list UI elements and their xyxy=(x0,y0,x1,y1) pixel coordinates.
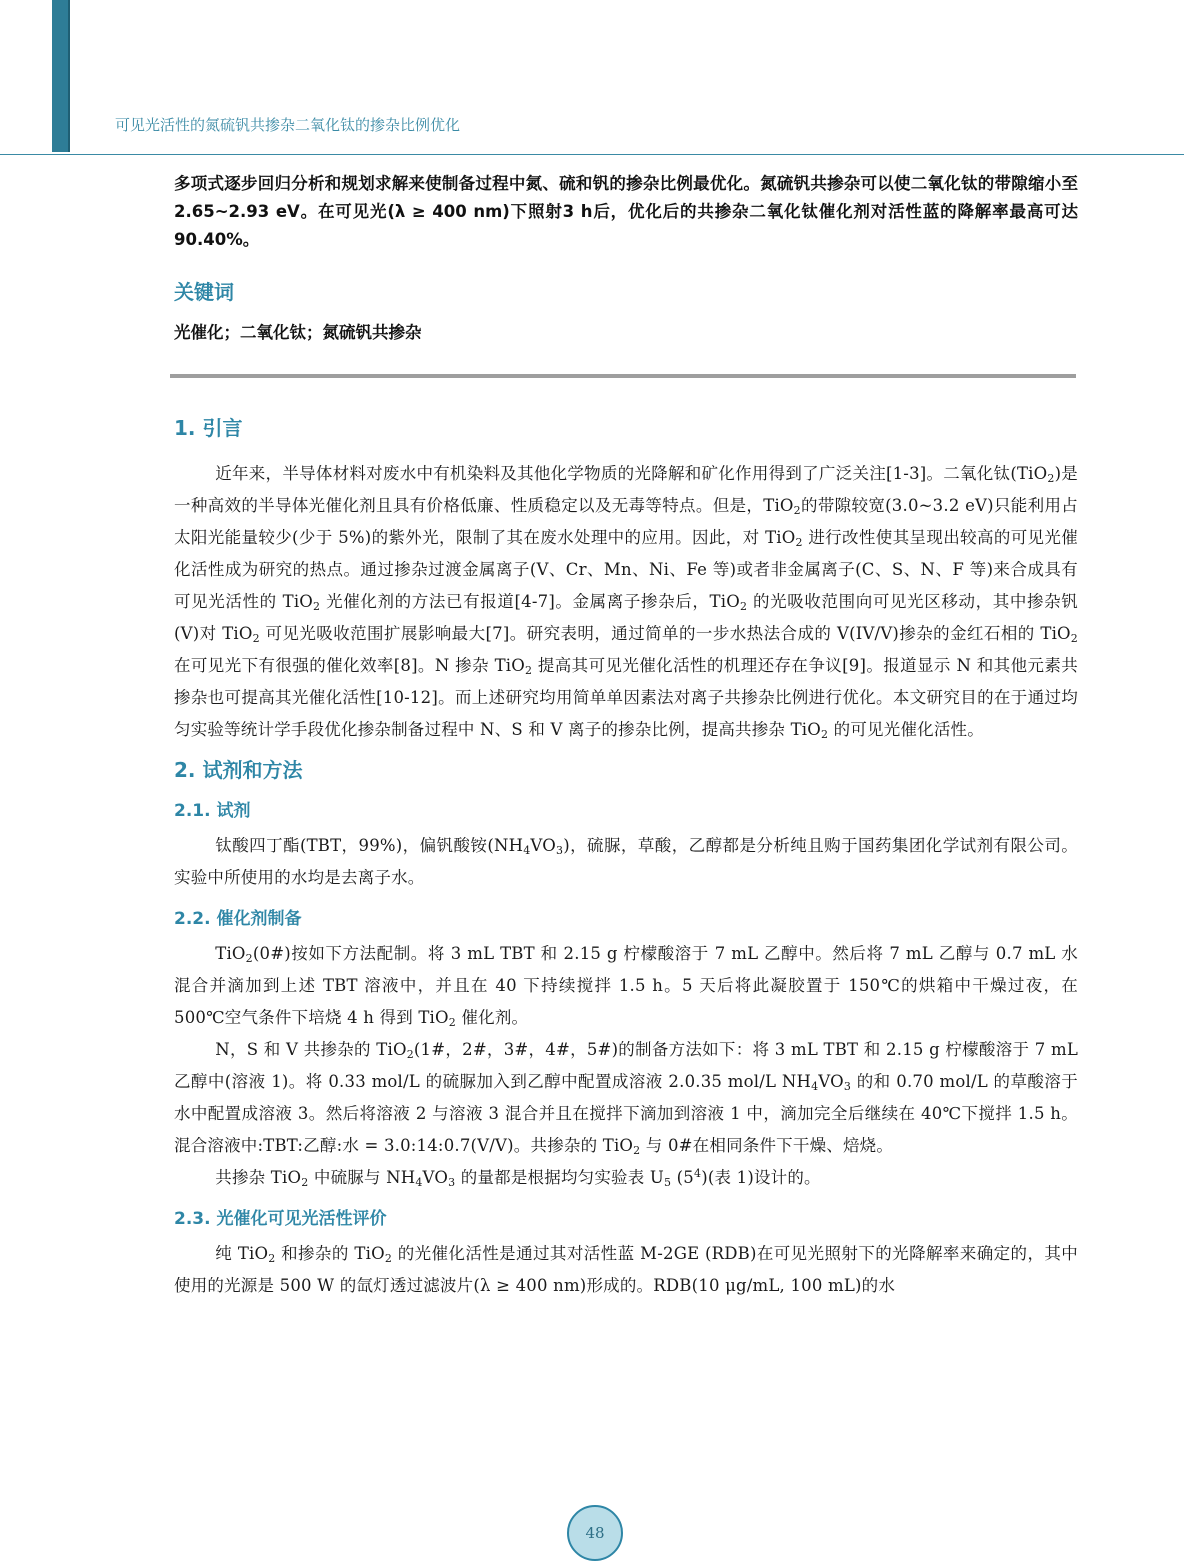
header-divider xyxy=(0,154,1184,155)
keywords-text: 光催化；二氧化钛；氮硫钒共掺杂 xyxy=(174,323,422,342)
running-title: 可见光活性的氮硫钒共掺杂二氧化钛的掺杂比例优化 xyxy=(115,116,461,134)
subsection-title-catalyst-prep: 2.2. 催化剂制备 xyxy=(174,909,302,929)
section-title-introduction: 1. 引言 xyxy=(174,416,243,440)
abstract-text: 多项式逐步回归分析和规划求解来使制备过程中氮、硫和钒的掺杂比例最优化。氮硫钒共掺杂可以使二氧化钛的带隙缩小至2.65~2.93 eV。在可见光(λ ≥ 400 nm)下照射3 h后，优化后的共掺杂二氧化钛催化剂对活性蓝的降解率最高可达90.40%。 xyxy=(174,174,1078,249)
activity-eval-paragraph: 纯 TiO$_2$ 和掺杂的 TiO$_2$ 的光催化活性是通过其对活性蓝 M-2GE (RDB)在可见光照射下的光降解率来确定的，其中使用的光源是 500 W 的氙灯透过滤波片(λ ≥ 400 nm)形成的。RDB(10 μg/mL, 100 mL)的水 xyxy=(174,1244,1078,1295)
reagents-paragraph: 钛酸四丁酯(TBT，99%)，偏钒酸铵$(NH_4VO_3)$，硫脲，草酸，乙醇都是分析纯且购于国药集团化学试剂有限公司。实验中所使用的水均是去离子水。 xyxy=(174,836,1078,887)
subsection-title-activity-eval: 2.3. 光催化可见光活性评价 xyxy=(174,1209,387,1229)
keywords-heading: 关键词 xyxy=(174,280,234,304)
page-content xyxy=(174,170,1078,1302)
catalyst-prep-paragraph-1: TiO$_2$(0#)按如下方法配制。将 3 mL TBT 和 2.15 g 柠檬酸溶于 7 mL 乙醇中。然后将 7 mL 乙醇与 0.7 mL 水混合并滴加到上述 TBT 溶液中，并且在 40 下持续搅拌 1.5 h。5 天后将此凝胶置于 150℃的烘箱中干燥过夜，在 500℃空气条件下培烧 4 h 得到 TiO$_2$ 催化剂。 xyxy=(174,944,1078,1029)
introduction-paragraph: 近年来，半导体材料对废水中有机染料及其他化学物质的光降解和矿化作用得到了广泛关注[1-3]。二氧化钛(TiO$_2$)是一种高效的半导体光催化剂且具有价格低廉、性质稳定以及无毒等特点。但是，TiO$_2$的带隙较宽(3.0~3.2 eV)只能利用占太阳光能量较少(少于 5%)的紫外光，限制了其在废水处理中的应用。因此，对 TiO$_2$ 进行改性使其呈现出较高的可见光催化活性成为研究的热点。通过掺杂过渡金属离子(V、Cr、Mn、Ni、Fe 等)或者非金属离子(C、S、N、F 等)来合成具有可见光活性的 TiO$_2$ 光催化剂的方法已有报道[4-7]。金属离子掺杂后，TiO$_2$ 的光吸收范围向可见光区移动，其中掺杂钒(V)对 TiO$_2$ 可见光吸收范围扩展影响最大[7]。研究表明，通过简单的一步水热法合成的 V(IV/V)掺杂的金红石相的 TiO$_2$ 在可见光下有很强的催化效率[8]。N 掺杂 TiO$_2$ 提高其可见光催化活性的机理还存在争议[9]。报道显示 N 和其他元素共掺杂也可提高其光催化活性[10-12]。而上述研究均用简单单因素法对离子共掺杂比例进行优化。本文研究目的在于通过均匀实验等统计学手段优化掺杂制备过程中 N、S 和 V 离子的掺杂比例，提高共掺杂 TiO$_2$ 的可见光催化活性。 xyxy=(174,464,1078,741)
catalyst-prep-paragraph-3: 共掺杂 TiO$_2$ 中硫脲与 $NH_4VO_3$ 的量都是根据均匀实验表 $U_5$ $(5^4)$(表 1)设计的。 xyxy=(215,1167,821,1189)
section-divider xyxy=(170,374,1076,378)
section-title-methods: 2. 试剂和方法 xyxy=(174,758,303,782)
catalyst-prep-paragraph-2: N，S 和 V 共掺杂的 TiO$_2$(1#，2#，3#，4#，5#)的制备方法如下：将 3 mL TBT 和 2.15 g 柠檬酸溶于 7 mL 乙醇中(溶液 1)。将 0.33 mol/L 的硫脲加入到乙醇中配置成溶液 2.0.35 mol/L $NH_4VO_3$ 的和 0.70 mol/L 的草酸溶于水中配置成溶液 3。然后将溶液 2 与溶液 3 混合并且在搅拌下滴加到溶液 1 中，滴加完全后继续在 40℃下搅拌 1.5 h。混合溶液中:TBT:乙醇:水 = 3.0:14:0.7(V/V)。共掺杂的 TiO$_2$ 与 0#在相同条件下干燥、焙烧。 xyxy=(174,1040,1079,1157)
header-accent-bar xyxy=(52,0,70,152)
subsection-title-reagents: 2.1. 试剂 xyxy=(174,801,251,821)
page-number-badge: 48 xyxy=(567,1505,623,1561)
